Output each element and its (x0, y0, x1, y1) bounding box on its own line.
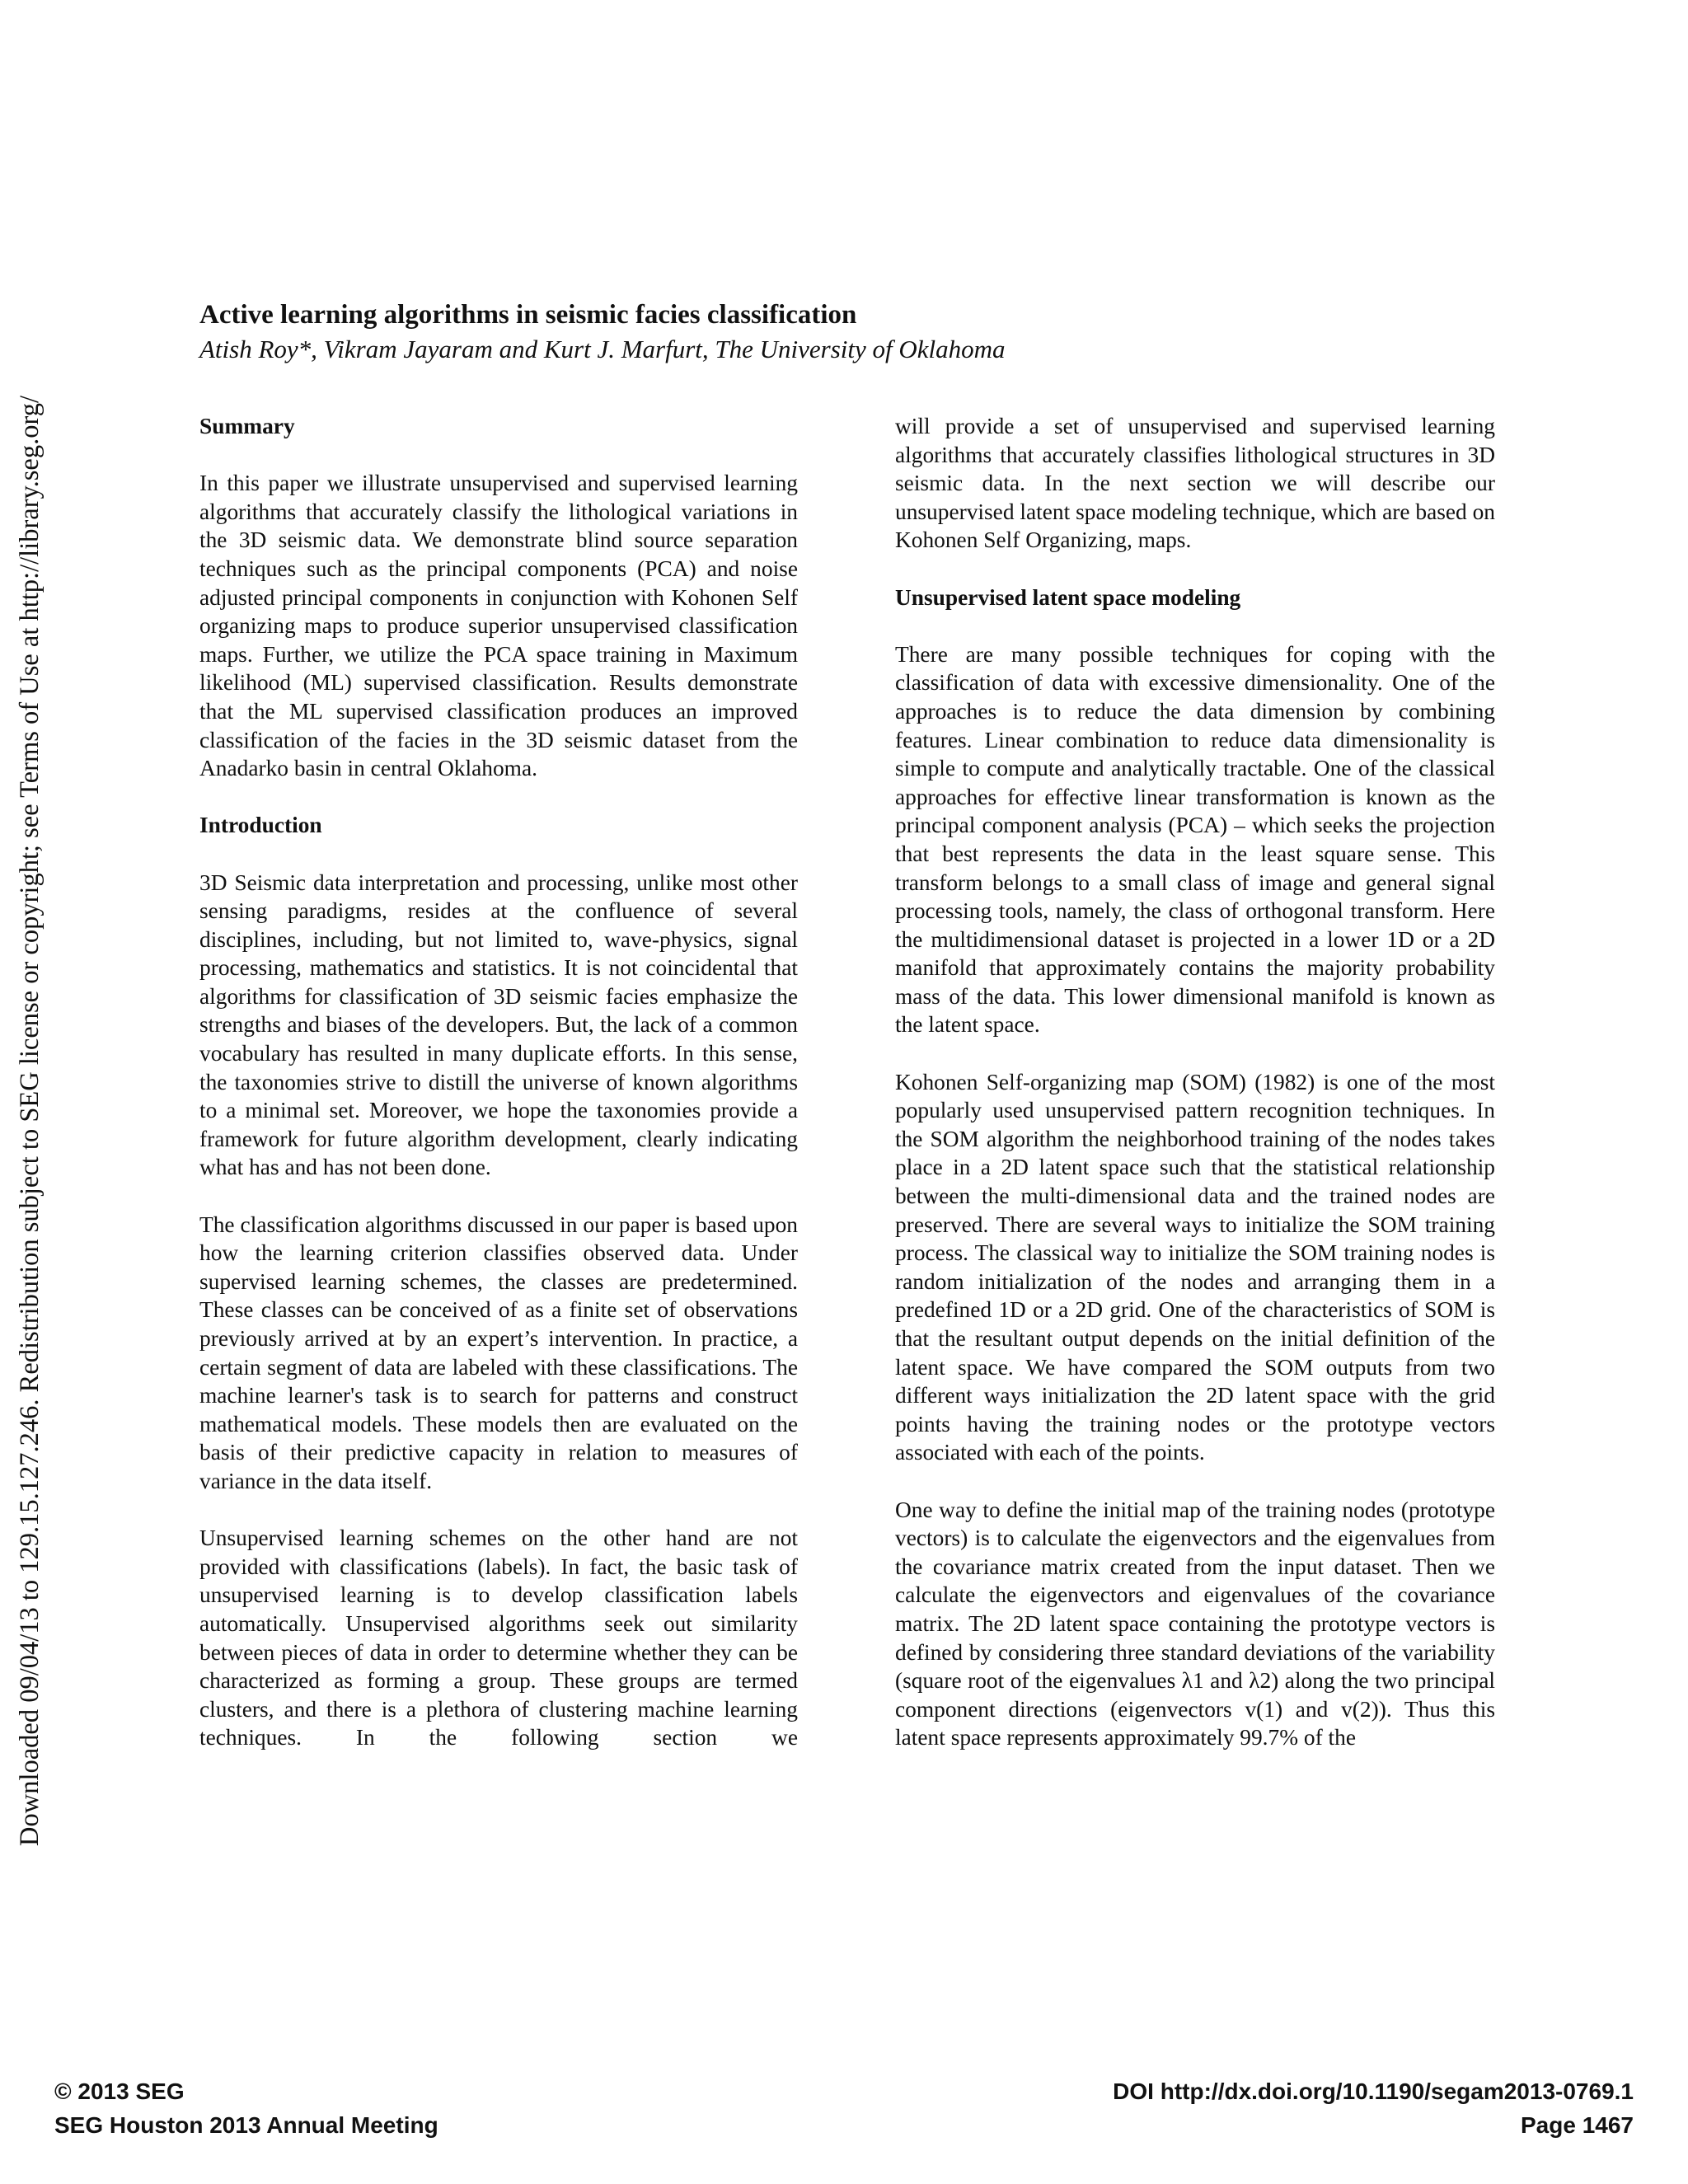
latent-space-paragraph-2: Kohonen Self-organizing map (SOM) (1982) is one of the most popularly used unsupervised pattern recognition techniques. In the SOM algorithm the neighborhood training of the nodes takes place in a 2D latent space such that the statistical relationship between the multi-dimensional data and the trained nodes are preserved. There are several ways to initialize the SOM training process. The classical way to initialize the SOM training nodes is random initialization of the nodes and arranging them in a predefined 1D or a 2D grid. One of the characteristics of SOM is that the resultant output depends on the initial definition of the latent space. We have compared the SOM outputs from two different ways initialization the 2D latent space with the grid points having the training nodes or the prototype vectors associated with each of the points. (895, 1069, 1495, 1465)
latent-space-paragraph-1: There are many possible techniques for coping with the classification of data with excessive dimensionality. One of the approaches is to reduce the data dimension by combining features. Linear combination to reduce data dimensionality is simple to compute and analytically tractable. One of the classical approaches for effective linear transformation is known as the principal component analysis (PCA) – which seeks the projection that best represents the data in the least square sense. This transform belongs to a small class of image and general signal processing tools, namely, the class of orthogonal transform. Here the multidimensional dataset is projected in a lower 1D or a 2D manifold that approximately contains the majority probability mass of the data. This lower dimensional manifold is known as the latent space. (895, 641, 1495, 1038)
paper-authors: Atish Roy*, Vikram Jayaram and Kurt J. Marfurt, The University of Oklahoma (199, 335, 1006, 363)
footer-copyright: © 2013 SEG (54, 2079, 185, 2104)
introduction-heading: Introduction (199, 813, 322, 838)
summary-paragraph: In this paper we illustrate unsupervised and supervised learning algorithms that accurately classify the lithological variations in the 3D seismic data. We demonstrate blind source separation techniques such as the principal components (PCA) and noise adjusted principal components in conjunction with Kohonen Self organizing maps to produce superior unsupervised classification maps. Further, we utilize the PCA space training in Maximum likelihood (ML) supervised classification. Results demonstrate that the ML supervised classification produces an improved classification of the facies in the 3D seismic dataset from the Anadarko basin in central Oklahoma. (199, 471, 798, 781)
latent-space-paragraph-3: One way to define the initial map of the training nodes (prototype vectors) is to calculate the eigenvectors and the eigenvalues from the covariance matrix created from the input dataset. Then we calculate the eigenvectors and eigenvalues of the covariance matrix. The 2D latent space containing the prototype vectors is defined by considering three standard deviations of the variability (square root of the eigenvalues λ1 and λ2) along the two principal component directions (eigenvectors v(1) and v(2)). Thus this latent space represents approximately 99.7% of the (895, 1497, 1495, 1750)
latent-space-heading: Unsupervised latent space modeling (895, 584, 1241, 610)
right-column (895, 412, 1495, 1752)
introduction-paragraph-1: 3D Seismic data interpretation and processing, unlike most other sensing paradigms, resides at the confluence of several disciplines, including, but not limited to, wave-physics, signal processing, mathematics and statistics. It is not coincidental that algorithms for classification of 3D seismic facies emphasize the strengths and biases of the developers. But, the lack of a common vocabulary has resulted in many duplicate efforts. In this sense, the taxonomies strive to distill the universe of known algorithms to a minimal set. Moreover, we hope the taxonomies provide a framework for future algorithm development, clearly indicating what has and has not been done. (199, 869, 798, 1180)
footer-doi-link[interactable]: DOI http://dx.doi.org/10.1190/segam2013-0769.1 (1113, 2079, 1634, 2104)
summary-heading: Summary (199, 414, 295, 438)
download-notice: Downloaded 09/04/13 to 129.15.127.246. Redistribution subject to SEG license or copyright; see Terms of Use at http://library.seg.org/ (15, 396, 45, 1846)
footer-meeting: SEG Houston 2013 Annual Meeting (54, 2112, 438, 2138)
left-column (199, 412, 798, 1752)
paper-title: Active learning algorithms in seismic facies classification (199, 300, 857, 330)
footer-page-number: Page 1467 (1521, 2112, 1634, 2138)
continued-paragraph: will provide a set of unsupervised and supervised learning algorithms that accurately classifies lithological structures in 3D seismic data. In the next section we will describe our unsupervised latent space modeling technique, which are based on Kohonen Self Organizing, maps. (895, 414, 1495, 553)
introduction-paragraph-2: The classification algorithms discussed in our paper is based upon how the learning criterion classifies observed data. Under supervised learning schemes, the classes are predetermined. These classes can be conceived of as a finite set of observations previously arrived at by an expert’s intervention. In practice, a certain segment of data are labeled with these classifications. The machine learner's task is to search for patterns and construct mathematical models. These models then are evaluated on the basis of their predictive capacity in relation to measures of variance in the data itself. (199, 1212, 798, 1493)
introduction-paragraph-3: Unsupervised learning schemes on the other hand are not provided with classifications (labels). In fact, the basic task of unsupervised learning is to develop classification labels automatically. Unsupervised algorithms seek out similarity between pieces of data in order to determine whether they can be characterized as forming a group. These groups are termed clusters, and there is a plethora of clustering machine learning techniques. In the following section we (199, 1526, 798, 1750)
